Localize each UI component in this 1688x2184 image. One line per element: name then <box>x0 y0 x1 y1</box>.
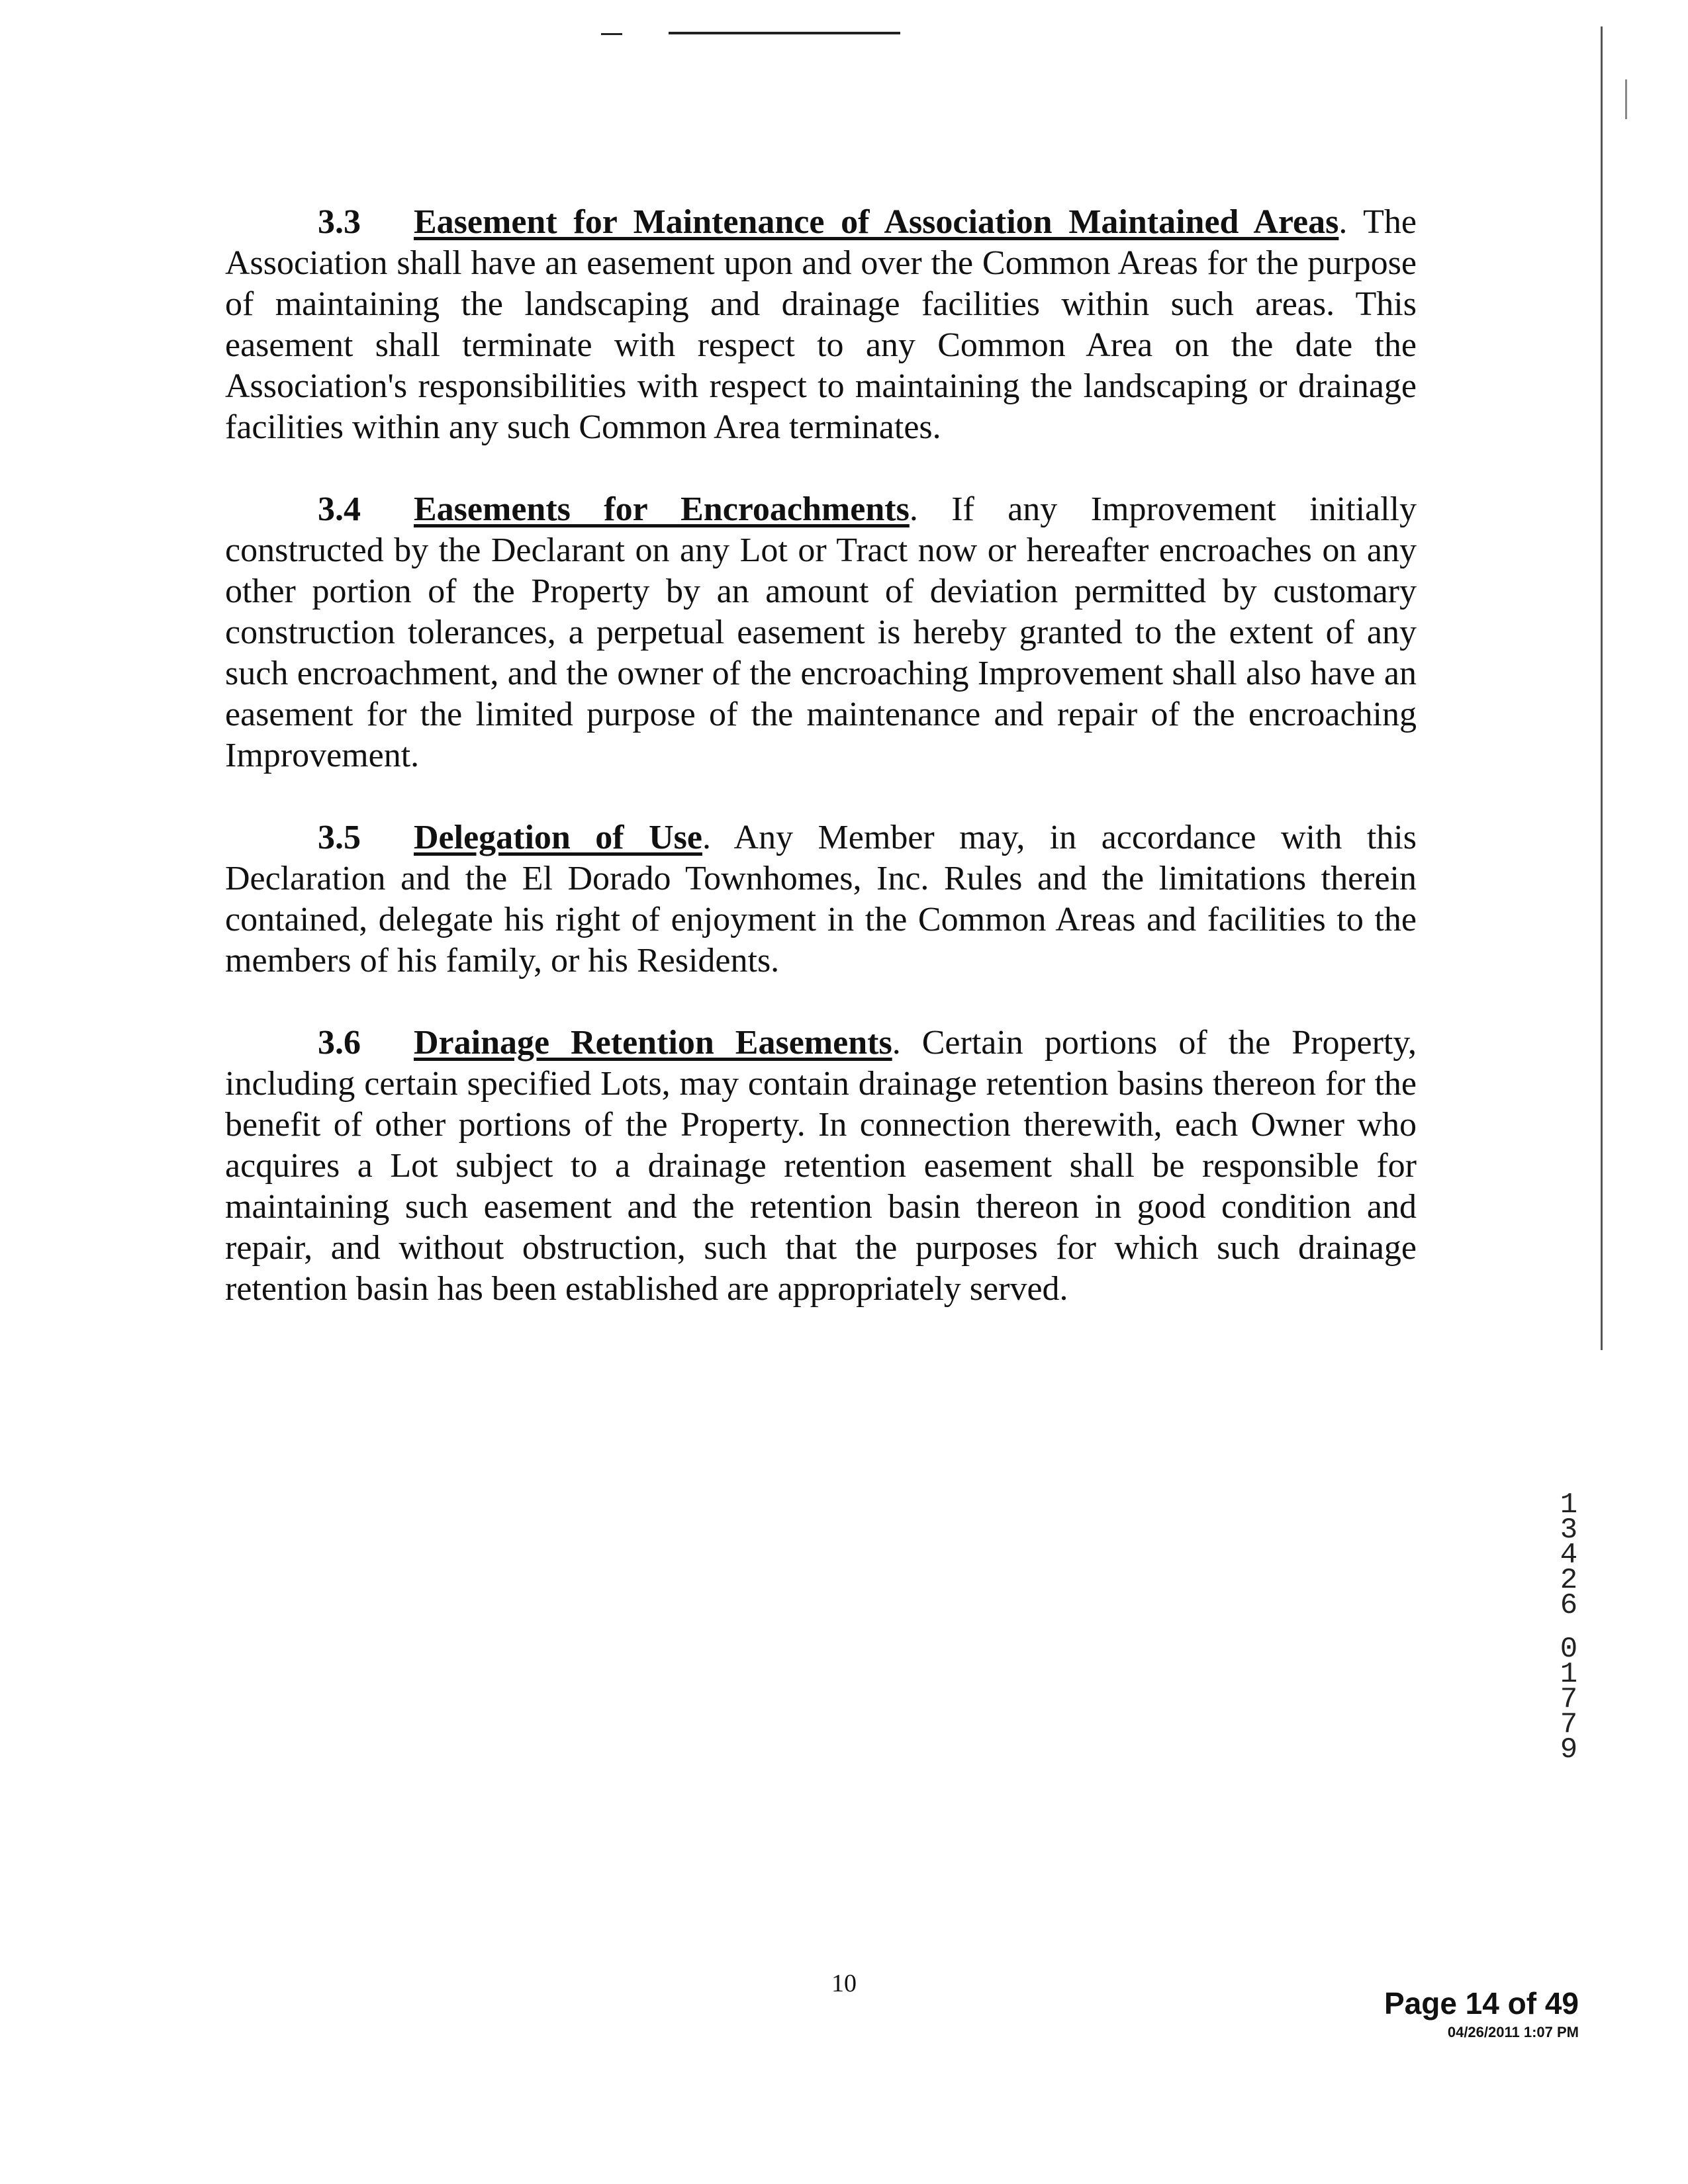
section-number: 3.4 <box>318 490 361 528</box>
recording-digit: 9 <box>1560 1733 1578 1766</box>
page-number: 10 <box>831 1970 857 1997</box>
section-heading: Easement for Maintenance of Association Maintained Areas <box>414 203 1339 241</box>
section-number: 3.3 <box>318 203 361 241</box>
recording-digit: 7 <box>1560 1683 1578 1716</box>
recording-digit: 6 <box>1560 1589 1578 1622</box>
section-number: 3.6 <box>318 1024 361 1062</box>
scan-artifact-top-dash <box>601 33 622 35</box>
recording-digit: 1 <box>1560 1658 1578 1691</box>
section-heading: Delegation of Use <box>414 819 702 856</box>
section-heading: Easements for Encroachments <box>414 490 910 528</box>
section-3-6 <box>225 1023 1417 1310</box>
section-text: . Any Member may, in accordance with this Declaration and the El Dorado Townhomes, Inc. Rules and the limitations therein contained, delegate his right of enjoyment in the Common Areas and facilities to the members of his family, or his Residents. <box>225 819 1417 979</box>
scan-artifact-right-margin-line <box>1601 26 1603 1350</box>
section-heading: Drainage Retention Easements <box>414 1024 892 1062</box>
scan-artifact-right-edge-mark <box>1625 79 1627 119</box>
section-3-4 <box>225 489 1417 776</box>
document-body <box>225 202 1417 1351</box>
recording-digit: 7 <box>1560 1708 1578 1741</box>
recording-digit: 4 <box>1560 1539 1578 1572</box>
section-text: . If any Improvement initially constructed by the Declarant on any Lot or Tract now or hereafter encroaches on any other portion of the Property by an amount of deviation permitted by customary construction tolerances, a perpetual easement is hereby granted to the extent of any such encroachment, and the owner of the encroaching Improvement shall also have an easement for the limited purpose of the maintenance and repair of the encroaching Improvement. <box>225 490 1417 774</box>
section-text: . Certain portions of the Property, including certain specified Lots, may contain drainage retention basins thereon for the benefit of other portions of the Property. In connection therewith, each Owner who acquires a Lot subject to a drainage retention easement shall be responsible for maintaining such easement and the retention basin thereon in good condition and repair, and without obstruction, such that the purposes for which such drainage retention basin has been established are appropriately served. <box>225 1024 1417 1308</box>
recording-digit: 0 <box>1560 1633 1578 1666</box>
recording-digit: 2 <box>1560 1564 1578 1597</box>
timestamp-stamp: 04/26/2011 1:07 PM <box>1447 2024 1579 2040</box>
side-recording-number <box>1556 1488 1582 1766</box>
section-3-3 <box>225 202 1417 448</box>
page-of-stamp: Page 14 of 49 <box>1383 1986 1579 2021</box>
section-3-5 <box>225 817 1417 981</box>
recording-digit: 1 <box>1560 1488 1578 1522</box>
section-text: . The Association shall have an easement upon and over the Common Areas for the purpose of maintaining the landscaping and drainage facilities within such areas. This easement shall terminate with respect to any Common Area on the date the Association's responsibilities with respect to maintaining the landscaping or drainage facilities within any such Common Area terminates. <box>225 203 1417 446</box>
scan-artifact-top-line <box>669 32 900 34</box>
recording-digit: 3 <box>1560 1514 1578 1547</box>
section-number: 3.5 <box>318 819 361 856</box>
